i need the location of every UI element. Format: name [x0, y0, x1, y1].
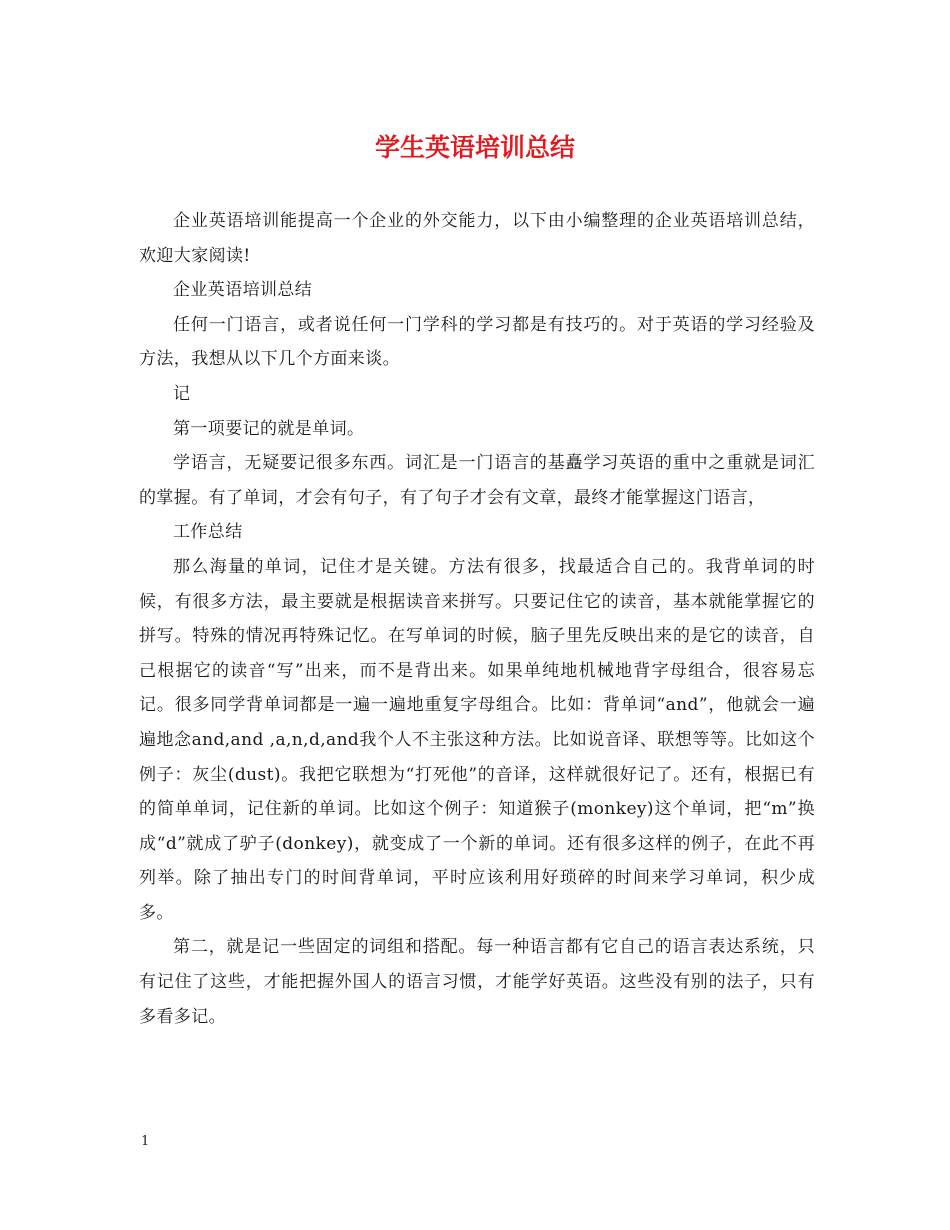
document-title: 学生英语培训总结 — [374, 133, 575, 162]
paragraph-phrases: 第二，就是记一些固定的词组和搭配。每一种语言都有它自己的语言表达系统，只有记住了这些，才能把握外国人的语言习惯，才能学好英语。这些没有别的法子，只有多看多记。 — [139, 937, 815, 1027]
paragraph-heading-work-summary: 工作总结 — [173, 522, 243, 543]
paragraph-heading-remember: 记 — [173, 383, 191, 404]
paragraph-intro: 企业英语培训能提高一个企业的外交能力，以下由小编整理的企业英语培训总结，欢迎大家阅读! — [139, 211, 815, 266]
paragraph-first-item: 第一项要记的就是单词。 — [173, 418, 365, 439]
paragraph-vocabulary: 学语言，无疑要记很多东西。词汇是一门语言的基矗学习英语的重中之重就是词汇的掌握。有了单词，才会有句子，有了句子才会有文章，最终才能掌握这门语言， — [139, 453, 815, 508]
paragraph-heading-summary: 企业英语培训总结 — [173, 280, 313, 301]
document-body — [139, 204, 815, 1034]
paragraph-techniques: 任何一门语言，或者说任何一门学科的学习都是有技巧的。对于英语的学习经验及方法，我想从以下几个方面来谈。 — [139, 314, 815, 370]
paragraph-memorization-methods: 那么海量的单词，记住才是关键。方法有很多，找最适合自己的。我背单词的时候，有很多方法，最主要就是根据读音来拼写。只要记住它的读音，基本就能掌握它的拼写。特殊的情况再特殊记忆。在写单词的时候，脑子里先反映出来的是它的读音，自己根据它的读音“写”出来，而不是背出来。如果单纯地机械地背字母组合，很容易忘记。很多同学背单词都是一遍一遍地重复字母组合。比如：背单词“and”，他就会一遍遍地念and,and ,a,n,d,and我个人不主张这种方法。比如说音译、联想等等。比如这个例子：灰尘(dust)。我把它联想为“打死他”的音译，这样就很好记了。还有，根据已有的简单单词，记住新的单词。比如这个例子：知道猴子(monkey)这个单词，把“m”换成“d”就成了驴子(donkey)，就变成了一个新的单词。还有很多这样的例子，在此不再列举。除了抽出专门的时间背单词，平时应该利用好琐碎的时间来学习单词，积少成多。 — [139, 556, 815, 923]
page-number: 1 — [141, 1134, 150, 1149]
